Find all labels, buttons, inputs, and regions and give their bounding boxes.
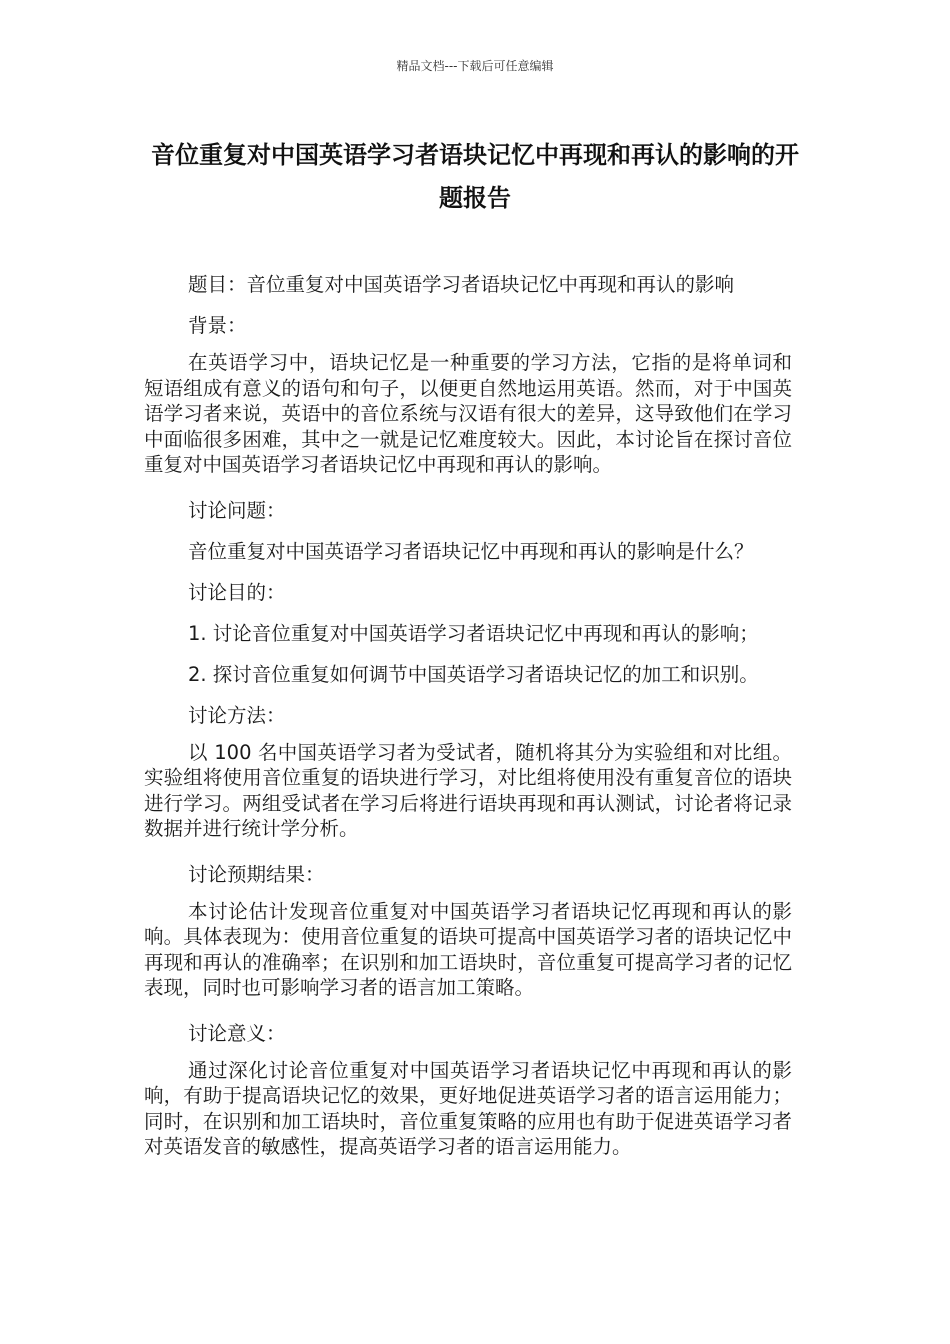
results-paragraph: 本讨论估计发现音位重复对中国英语学习者语块记忆再现和再认的影响。具体表现为：使用音位重复的语块可提高中国英语学习者的语块记忆中再现和再认的准确率；在识别和加工语块时，音位重复可提高学习者的记忆表现，同时也可影响学习者的语言加工策略。 <box>144 899 792 999</box>
method-heading: 讨论方法： <box>188 703 286 727</box>
method-paragraph: 以 100 名中国英语学习者为受试者，随机将其分为实验组和对比组。实验组将使用音位重复的语块进行学习，对比组将使用没有重复音位的语块进行学习。两组受试者在学习后将进行语块再现和再认测试，讨论者将记录数据并进行统计学分析。 <box>144 740 792 840</box>
purpose-heading: 讨论目的： <box>188 580 286 604</box>
background-paragraph: 在英语学习中，语块记忆是一种重要的学习方法，它指的是将单词和短语组成有意义的语句和句子，以便更自然地运用英语。然而，对于中国英语学习者来说，英语中的音位系统与汉语有很大的差异，这导致他们在学习中面临很多困难，其中之一就是记忆难度较大。因此，本讨论旨在探讨音位重复对中国英语学习者语块记忆中再现和再认的影响。 <box>144 351 792 476</box>
topic-line: 题目：音位重复对中国英语学习者语块记忆中再现和再认的影响 <box>188 273 735 296</box>
question-heading: 讨论问题： <box>188 498 286 522</box>
question-text: 音位重复对中国英语学习者语块记忆中再现和再认的影响是什么？ <box>188 539 754 563</box>
significance-heading: 讨论意义： <box>188 1021 286 1045</box>
significance-paragraph: 通过深化讨论音位重复对中国英语学习者语块记忆中再现和再认的影响，有助于提高语块记忆的效果，更好地促进英语学习者的语言运用能力；同时，在识别和加工语块时，音位重复策略的应用也有助于促进英语学习者对英语发音的敏感性，提高英语学习者的语言运用能力。 <box>144 1058 792 1158</box>
purpose-item-2: 2. 探讨音位重复如何调节中国英语学习者语块记忆的加工和识别。 <box>188 662 759 686</box>
purpose-item-1: 1. 讨论音位重复对中国英语学习者语块记忆中再现和再认的影响； <box>188 621 759 645</box>
results-heading: 讨论预期结果： <box>188 862 325 886</box>
document-body <box>144 268 792 1176</box>
background-heading: 背景： <box>188 314 247 337</box>
header-note: 精品文档---下载后可任意编辑 <box>396 59 554 73</box>
document-title: 音位重复对中国英语学习者语块记忆中再现和再认的影响的开题报告 <box>151 141 799 212</box>
